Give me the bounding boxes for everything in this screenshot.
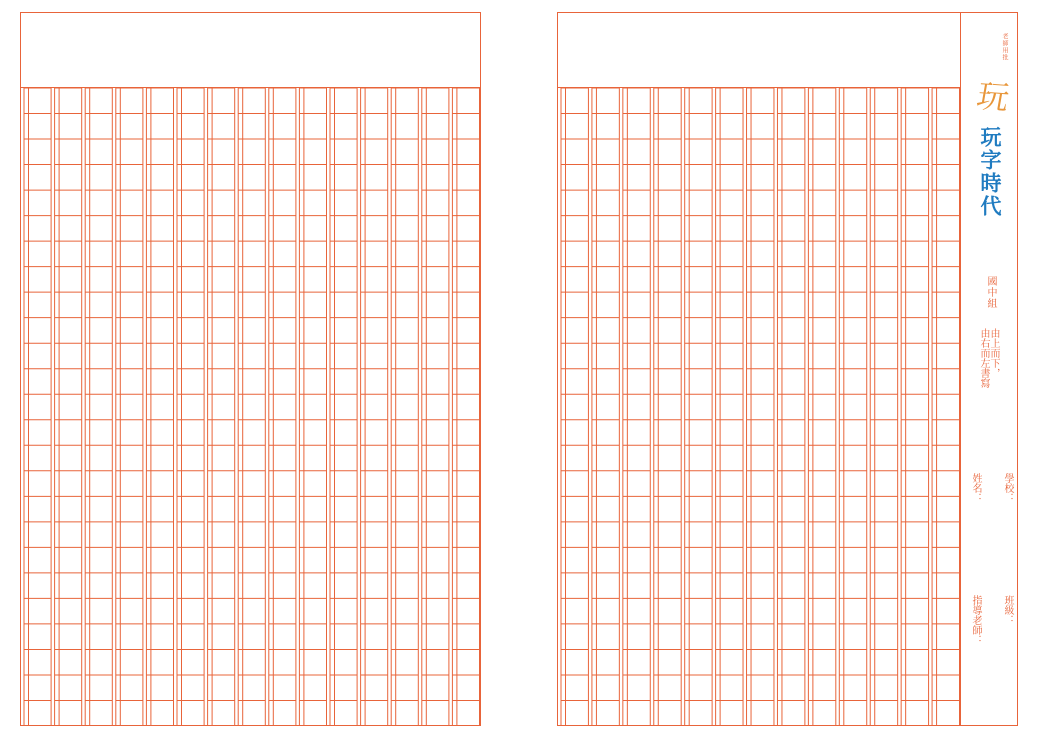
grid-column-left-14: [422, 88, 449, 726]
info-sidebar: [960, 13, 1017, 725]
grid-column-left-13: [391, 88, 418, 726]
comment-box-left[interactable]: [21, 13, 480, 88]
logo-icon: 玩: [973, 76, 1013, 118]
grid-column-right-9: [808, 88, 835, 726]
grid-column-left-12: [361, 88, 388, 726]
grid-column-right-8: [777, 88, 804, 726]
grid-column-right-1: [561, 88, 588, 726]
grid-column-right-2: [592, 88, 619, 726]
grid-column-left-5: [146, 88, 173, 726]
grid-svg-right: [558, 88, 960, 726]
manuscript-sheet-left: [20, 12, 481, 726]
grid-column-left-4: [116, 88, 143, 726]
grid-column-left-6: [177, 88, 204, 726]
grade-label: 國中組: [985, 276, 996, 309]
brand-title: 玩字時代: [978, 126, 1002, 218]
grid-column-right-13: [932, 88, 959, 726]
grid-column-left-2: [55, 88, 82, 726]
class-field-label[interactable]: 班級：: [1002, 595, 1013, 625]
grid-column-left-10: [299, 88, 326, 726]
name-field-label[interactable]: 姓名：: [970, 473, 981, 503]
grid-column-left-8: [238, 88, 265, 726]
grid-column-left-3: [85, 88, 112, 726]
comment-box-right[interactable]: [558, 13, 960, 88]
grid-svg-left: [21, 88, 480, 726]
writing-grid-right[interactable]: [558, 88, 960, 726]
grid-column-right-10: [839, 88, 866, 726]
grid-column-right-7: [747, 88, 774, 726]
manuscript-sheet-right: [557, 12, 1018, 726]
direction-line-2: 由右而左書寫: [978, 328, 989, 388]
teacher-note-label: 老師用批: [1001, 33, 1008, 61]
school-field-label[interactable]: 學校：: [1002, 473, 1013, 503]
grid-column-right-4: [654, 88, 681, 726]
grid-column-right-11: [870, 88, 897, 726]
grid-column-left-1: [24, 88, 51, 726]
grid-column-right-12: [901, 88, 928, 726]
writing-grid-left[interactable]: [21, 88, 480, 726]
grid-column-left-11: [330, 88, 357, 726]
advisor-field-label[interactable]: 指導老師：: [970, 595, 981, 645]
grid-column-right-6: [716, 88, 743, 726]
grid-column-left-15: [452, 88, 479, 726]
grid-column-left-9: [269, 88, 296, 726]
grid-column-right-3: [623, 88, 650, 726]
grid-column-right-5: [685, 88, 712, 726]
direction-line-1: 由上而下，: [988, 328, 999, 378]
grid-column-left-7: [208, 88, 235, 726]
